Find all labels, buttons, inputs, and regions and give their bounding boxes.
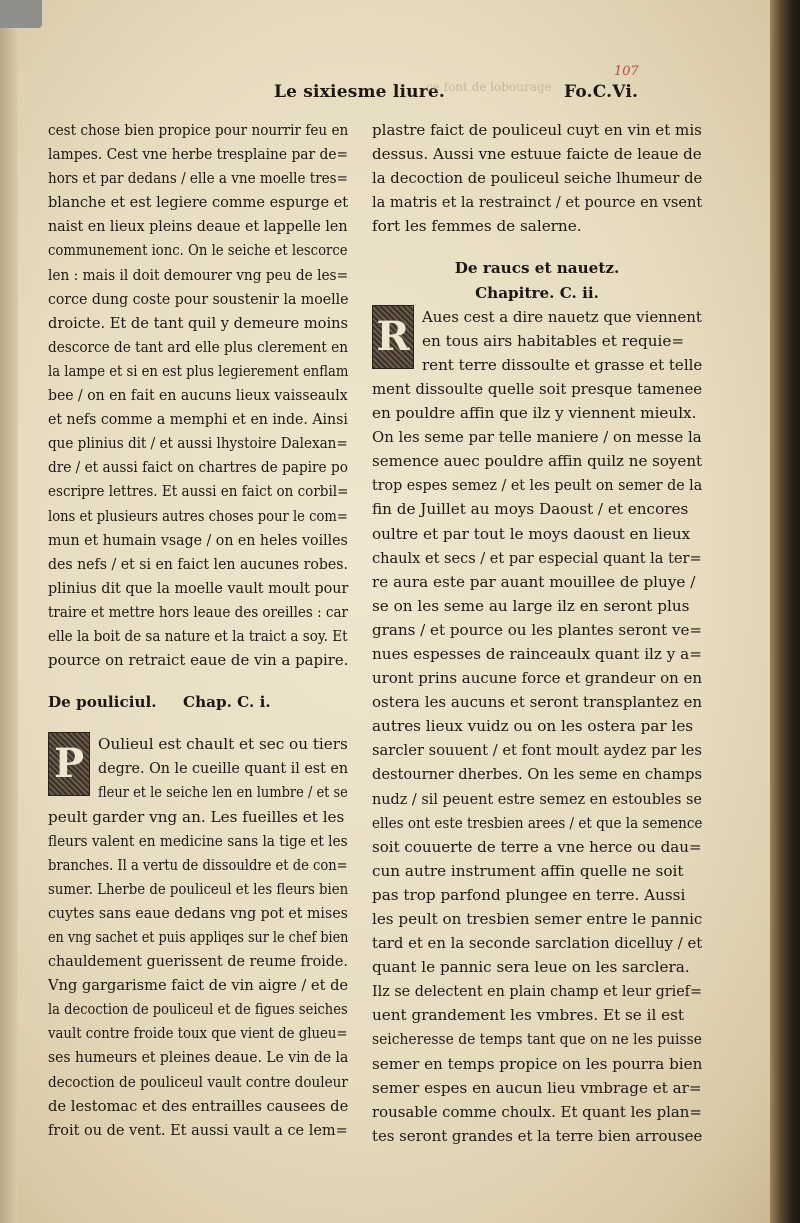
text-line: destourner dherbes. On les seme en champs (372, 765, 702, 784)
text-line: pource on retraict eaue de vin a papire. (48, 651, 349, 670)
text-line: rousable comme choulx. Et quant les plan= (372, 1102, 702, 1121)
left-text-bottom (48, 805, 348, 1142)
chapter-title: De pouliciul. (48, 693, 157, 712)
running-head-title: Le sixiesme liure. (274, 82, 445, 102)
text-line: len : mais il doit demourer vng peu de les= (48, 265, 349, 284)
initial-paragraph (372, 305, 702, 377)
text-line: decoction de pouliceul vault contre douleur (48, 1072, 348, 1091)
text-line: sumer. Lherbe de pouliceul et les fleurs bien (48, 879, 349, 898)
text-line: elles ont este tresbien arees / et que la semence (372, 813, 703, 832)
text-line: uront prins aucune force et grandeur on en (372, 669, 703, 688)
text-line: nudz / sil peuent estre semez en estoubles se (372, 789, 702, 808)
text-line: ostera les aucuns et seront transplantez en (372, 693, 703, 712)
text-line: Oulieul est chault et sec ou tiers (98, 735, 348, 754)
text-line: traire et mettre hors leaue des oreilles : car (48, 602, 348, 621)
text-line: la decoction de pouliceul seiche lhumeur de (372, 169, 703, 188)
text-line: uent grandement les vmbres. Et se il est (372, 1006, 685, 1025)
chapter-number: Chap. C. i. (183, 693, 271, 712)
text-line: sarcler souuent / et font moult aydez par les (372, 741, 702, 760)
text-line: froit ou de vent. Et aussi vault a ce lem= (48, 1120, 348, 1139)
text-line: la decoction de pouliceul et de figues seiches (48, 1000, 348, 1019)
text-line: droicte. Et de tant quil y demeure moins (48, 313, 349, 332)
show-through-text: ce font de lobourage (426, 80, 552, 94)
text-line: ses humeurs et pleines deaue. Le vin de la (48, 1048, 349, 1067)
text-line: On les seme par telle maniere / on messe la (372, 428, 702, 447)
text-line: oultre et par tout le moys daoust en lieux (372, 524, 691, 543)
text-line: re aura este par auant mouillee de pluye / (372, 572, 696, 591)
decorated-initial: P (48, 732, 90, 796)
text-line: degre. On le cueille quant il est en (98, 759, 349, 778)
text-line: de lestomac et des entrailles causees de (48, 1096, 349, 1115)
running-head-folio: Fo.C.Vi. (564, 82, 639, 102)
text-line: quant le pannic sera leue on les sarclera. (372, 958, 690, 977)
text-line: peult garder vng an. Les fueilles et les (48, 807, 345, 826)
chapter-heading (48, 690, 348, 714)
right-column (372, 118, 702, 1148)
text-line: communement ionc. On le seiche et lescorce (48, 241, 348, 260)
text-line: bee / on en fait en aucuns lieux vaisseaulx (48, 386, 348, 405)
text-line: lampes. Cest vne herbe tresplaine par de= (48, 145, 349, 164)
text-line: escripre lettres. Et aussi en faict on corbil= (48, 482, 349, 501)
text-line: hors et par dedans / elle a vne moelle tres= (48, 169, 348, 188)
text-line: Ilz se delectent en plain champ et leur grief= (372, 982, 702, 1001)
text-line: cest chose bien propice pour nourrir feu en (48, 121, 349, 139)
text-line: seicheresse de temps tant que on ne les puisse (372, 1030, 702, 1049)
text-line: blanche et est legiere comme espurge et (48, 193, 349, 212)
text-line: cun autre instrument affin quelle ne soit (372, 861, 684, 880)
text-line: se on les seme au large ilz en seront plus (372, 596, 690, 615)
text-line: les peult on tresbien semer entre le pannic (372, 910, 703, 928)
text-line: en tous airs habitables et requie= (422, 331, 685, 350)
right-text-bottom (372, 377, 702, 1148)
spacer (48, 672, 348, 690)
spacer (48, 714, 348, 732)
left-text-top (48, 118, 348, 672)
left-column (48, 118, 348, 1142)
text-line: que plinius dit / et aussi lhystoire Dalexan= (48, 434, 348, 453)
spacer (372, 238, 702, 256)
text-line: en vng sachet et puis appliqes sur le chef bien (48, 928, 349, 946)
page-gutter-shadow (0, 0, 18, 1223)
text-line: semence auec pouldre affin quilz ne soyent (372, 452, 703, 471)
text-line: tes seront grandes et la terre bien arrousee (372, 1126, 703, 1145)
text-line: la matris et la restrainct / et pource en vsent (372, 193, 703, 212)
text-line: elle la boit de sa nature et la traict a soy. Et (48, 626, 348, 645)
text-line: cuytes sans eaue dedans vng pot et mises (48, 903, 348, 922)
text-line: semer espes en aucun lieu vmbrage et ar= (372, 1078, 702, 1097)
text-line: fleur et le seiche len en lumbre / et se (98, 783, 348, 802)
text-line: soit couuerte de terre a vne herce ou dau= (372, 837, 702, 856)
decorated-initial: R (372, 305, 414, 369)
text-line: descorce de tant ard elle plus clerement en (48, 337, 348, 356)
text-line: corce dung coste pour soustenir la moelle (48, 289, 349, 308)
text-line: dessus. Aussi vne estuue faicte de leaue de (372, 145, 702, 164)
text-line: lons et plusieurs autres choses pour le com= (48, 506, 348, 525)
text-line: pas trop parfond plungee en terre. Aussi (372, 885, 686, 904)
printed-sheet (18, 0, 770, 1223)
text-line: dre / et aussi faict on chartres de papire po (48, 458, 348, 477)
text-line: ment dissoulte quelle soit presque tamenee (372, 379, 703, 398)
text-line: grans / et pource ou les plantes seront ve= (372, 620, 703, 639)
book-fore-edge (770, 0, 800, 1223)
text-line: en pouldre affin que ilz y viennent mieulx. (372, 404, 697, 423)
text-line: Aues cest a dire nauetz que viennent (422, 307, 702, 326)
text-line: plinius dit que la moelle vault moult pour (48, 578, 349, 597)
text-line: fort les femmes de salerne. (372, 217, 582, 236)
initial-paragraph (48, 732, 348, 804)
text-line: Vng gargarisme faict de vin aigre / et de (48, 976, 349, 995)
text-line: fleurs valent en medicine sans la tige et les (48, 831, 348, 850)
text-line: nues espesses de rainceaulx quant ilz y a= (372, 644, 702, 663)
chapter-heading: De raucs et nauetz. (454, 259, 620, 278)
text-line: trop espes semez / et les peult on semer de la (372, 476, 703, 495)
text-line: tard et en la seconde sarclation dicelluy / et (372, 934, 703, 953)
text-line: mun et humain vsage / on en heles voilles (48, 530, 348, 549)
text-line: autres lieux vuidz ou on les ostera par les (372, 717, 694, 736)
text-line: branches. Il a vertu de dissouldre et de con= (48, 855, 348, 874)
text-line: et nefs comme a memphi et en inde. Ainsi (48, 410, 348, 429)
text-line: chauldement guerissent de reume froide. (48, 952, 348, 971)
text-line: naist en lieux pleins deaue et lappelle len (48, 217, 348, 236)
text-line: vault contre froide toux que vient de glueu= (48, 1024, 348, 1043)
text-line: plastre faict de pouliceul cuyt en vin et mis (372, 121, 702, 139)
text-line: la lampe et si en est plus legierement enflam (48, 361, 349, 380)
right-text-top (372, 118, 702, 238)
text-line: semer en temps propice on les pourra bien (372, 1054, 703, 1073)
text-line: rent terre dissoulte et grasse et telle (422, 355, 703, 374)
text-line: chaulx et secs / et par especial quant la ter= (372, 548, 702, 567)
chapter-number: Chapitre. C. ii. (475, 283, 599, 302)
handwritten-folio-number: 107 (614, 64, 639, 79)
text-line: fin de Juillet au moys Daoust / et encores (372, 500, 689, 519)
text-line: des nefs / et si en faict len aucunes robes. (48, 554, 348, 573)
